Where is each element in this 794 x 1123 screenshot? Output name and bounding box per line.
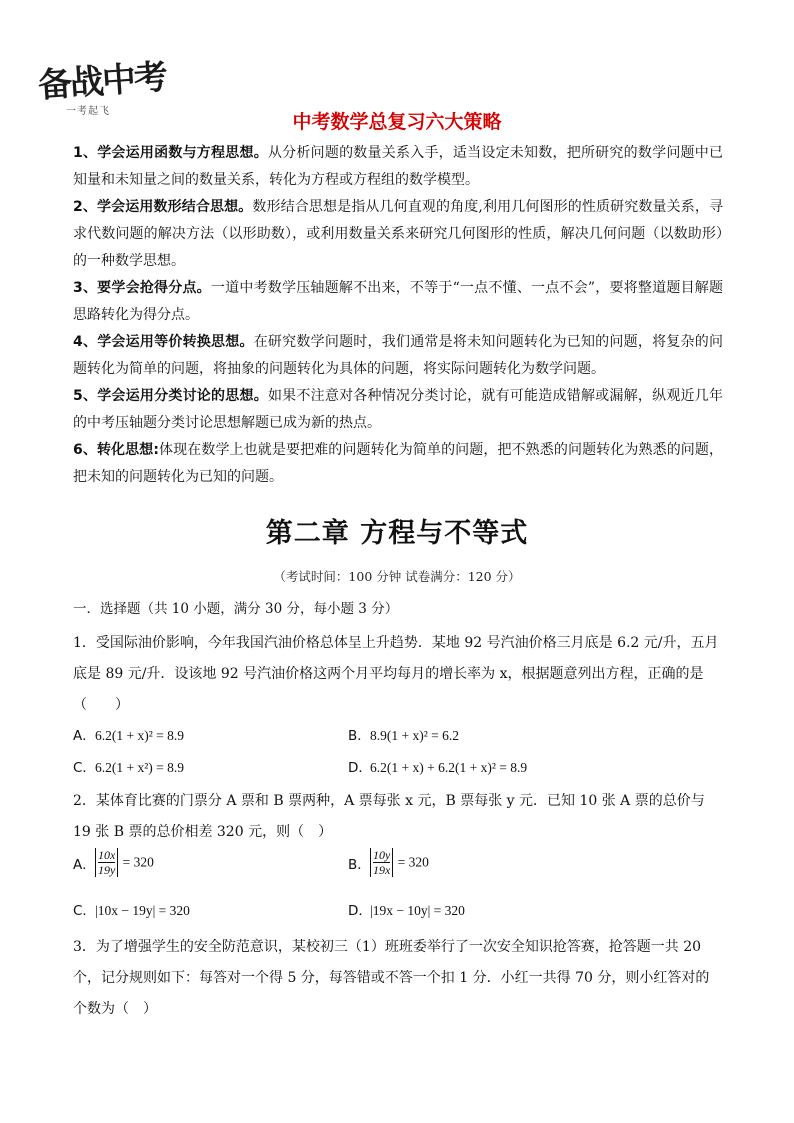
q1-option-a[interactable]: A．6.2(1 + x)² = 8.9 [73, 728, 185, 744]
question-1: 1．受国际油价影响，今年我国汽油价格总体呈上升趋势．某地 92 号汽油价格三月底是 6.2 元/升，五月底是 89 元/升．设该地 92 号汽油价格这两个月平均每月的增长率为 x，根据题意列出方程，正确的是（ ） [73, 635, 719, 713]
strategy-item: 3、要学会抢得分点。一道中考数学压轴题解不出来，不等于“一点不懂、一点不会”，要将整道题目解题思路转化为得分点。 [73, 280, 723, 323]
q1-options-row-1 [73, 724, 723, 750]
q2-option-c[interactable]: C．|10x − 19y| = 320 [73, 903, 190, 919]
strategy-item: 5、学会运用分类讨论的思想。如果不注意对各种情况分类讨论，就有可能造成错解或漏解，纵观近几年的中考压轴题分类讨论思想解题已成为新的热点。 [73, 388, 723, 431]
q2-option-a[interactable]: A． $\frac{10x}{19y}$ = 320 [73, 848, 154, 877]
strategy-item: 6、转化思想:体现在数学上也就是要把难的问题转化为简单的问题，把不熟悉的问题转化为熟悉的问题，把未知的问题转化为已知的问题。 [73, 442, 723, 485]
strategy-list [73, 140, 723, 491]
question-3: 3．为了增强学生的安全防范意识，某校初三（1）班班委举行了一次安全知识抢答赛，抢答题一共 20 个，记分规则如下：每答对一个得 5 分，每答错或不答一个扣 1 分．小红一共得 70 分，则小红答对的个数为（ ） [73, 939, 710, 1017]
q1-option-d[interactable]: D．6.2(1 + x) + 6.2(1 + x)² = 8.9 [348, 760, 528, 776]
logo-text: 备战中考 [36, 57, 168, 107]
q2-options-row-2 [73, 899, 723, 925]
main-title: 中考数学总复习六大策略 [292, 111, 502, 133]
q2-option-b[interactable]: B． $\frac{10y}{19x}$ = 320 [348, 848, 429, 877]
fraction: $\frac{10x}{19y}$ [95, 848, 118, 877]
strategy-item: 4、学会运用等价转换思想。在研究数学问题时，我们通常是将未知问题转化为已知的问题，将复杂的问题转化为简单的问题，将抽象的问题转化为具体的问题，将实际问题转化为数学问题。 [73, 334, 723, 377]
question-2: 2．某体育比赛的门票分 A 票和 B 票两种，A 票每张 x 元，B 票每张 y 元．已知 10 张 A 票的总价与 19 张 B 票的总价相差 320 元，则（ ） [73, 793, 705, 840]
chapter-title: 第二章 方程与不等式 [265, 518, 529, 549]
exam-info: （考试时间：100 分钟 试卷满分：120 分） [273, 569, 521, 584]
strategy-item: 2、学会运用数形结合思想。数形结合思想是指从几何直观的角度,利用几何图形的性质研究数量关系，寻求代数问题的解决方法（以形助数），或利用数量关系来研究几何图形的性质，解决几何问题（以数助形）的一种数学思想。 [73, 199, 723, 269]
section-heading: 一．选择题（共 10 小题，满分 30 分，每小题 3 分） [73, 601, 399, 617]
q1-options-row-2 [73, 756, 723, 782]
q2-option-d[interactable]: D．|19x − 10y| = 320 [348, 903, 465, 919]
q1-option-c[interactable]: C．6.2(1 + x²) = 8.9 [73, 760, 185, 776]
fraction: $\frac{10y}{19x}$ [370, 848, 393, 877]
q1-option-b[interactable]: B．8.9(1 + x)² = 6.2 [348, 728, 460, 744]
strategy-item: 1、学会运用函数与方程思想。从分析问题的数量关系入手，适当设定未知数，把所研究的数学问题中已知量和未知量之间的数量关系，转化为方程或方程组的数学模型。 [73, 145, 723, 188]
logo-subtitle: 一考起飞 [66, 106, 110, 117]
